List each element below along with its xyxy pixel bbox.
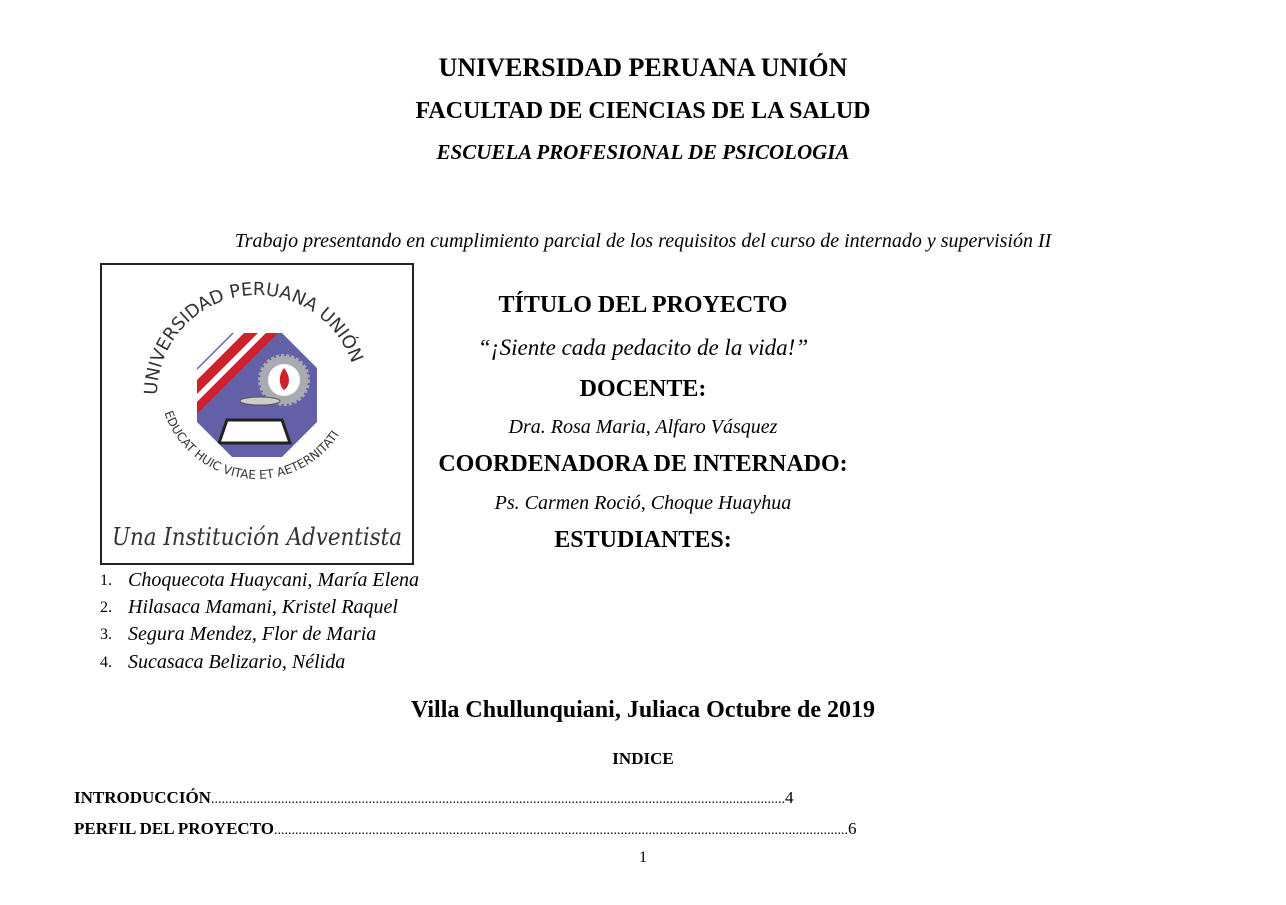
university-title: UNIVERSIDAD PERUANA UNIÓN <box>438 53 848 82</box>
project-heading: TÍTULO DEL PROYECTO <box>498 292 788 318</box>
toc-entry[interactable] <box>74 788 794 808</box>
university-logo <box>100 263 414 565</box>
project-title: “¡Siente cada pedacito de la vida!” <box>477 335 809 360</box>
toc-leader: .................................................................................................................................................................... <box>273 823 848 838</box>
page-number: 1 <box>639 849 647 866</box>
list-number: 4. <box>100 654 112 671</box>
list-number: 3. <box>100 626 112 643</box>
student-name: Sucasaca Belizario, Nélida <box>128 651 346 673</box>
estudiantes-heading: ESTUDIANTES: <box>554 527 732 553</box>
toc-leader: .................................................................................................................................................................... <box>210 792 785 807</box>
intro-text: Trabajo presentando en cumplimiento parcial de los requisitos del curso de internado y supervisión II <box>234 230 1052 252</box>
faculty-title: FACULTAD DE CIENCIAS DE LA SALUD <box>415 98 871 124</box>
docente-name: Dra. Rosa Maria, Alfaro Vásquez <box>508 416 778 438</box>
coordinadora-name: Ps. Carmen Roció, Choque Huayhua <box>494 492 792 514</box>
toc-label[interactable]: PERFIL DEL PROYECTO <box>74 819 274 838</box>
student-name: Hilasaca Mamani, Kristel Raquel <box>128 596 398 618</box>
logo-script-lettering: Una Institución Adventista <box>112 523 402 551</box>
school-title: ESCUELA PROFESIONAL DE PSICOLOGIA <box>436 140 850 164</box>
logo-ring-top-text: UNIVERSIDAD PERUANA UNIÓN <box>140 278 368 396</box>
toc-page: 4 <box>784 788 794 807</box>
index-heading: INDICE <box>612 749 674 768</box>
list-number: 1. <box>100 572 112 589</box>
coordinadora-heading: COORDENADORA DE INTERNADO: <box>438 451 848 477</box>
logo-ring-bottom-text: EDUCAT HUIC VITAE ET AETERNITATI <box>161 408 342 482</box>
docente-heading: DOCENTE: <box>579 376 707 402</box>
student-name: Segura Mendez, Flor de Maria <box>128 623 377 645</box>
toc-page: 6 <box>847 819 857 838</box>
toc-entry[interactable] <box>74 819 857 839</box>
student-name: Choquecota Huaycani, María Elena <box>128 569 420 591</box>
list-number: 2. <box>100 599 112 616</box>
toc-label[interactable]: INTRODUCCIÓN <box>74 788 211 807</box>
place-date: Villa Chullunquiani, Juliaca Octubre de 2019 <box>410 697 876 723</box>
